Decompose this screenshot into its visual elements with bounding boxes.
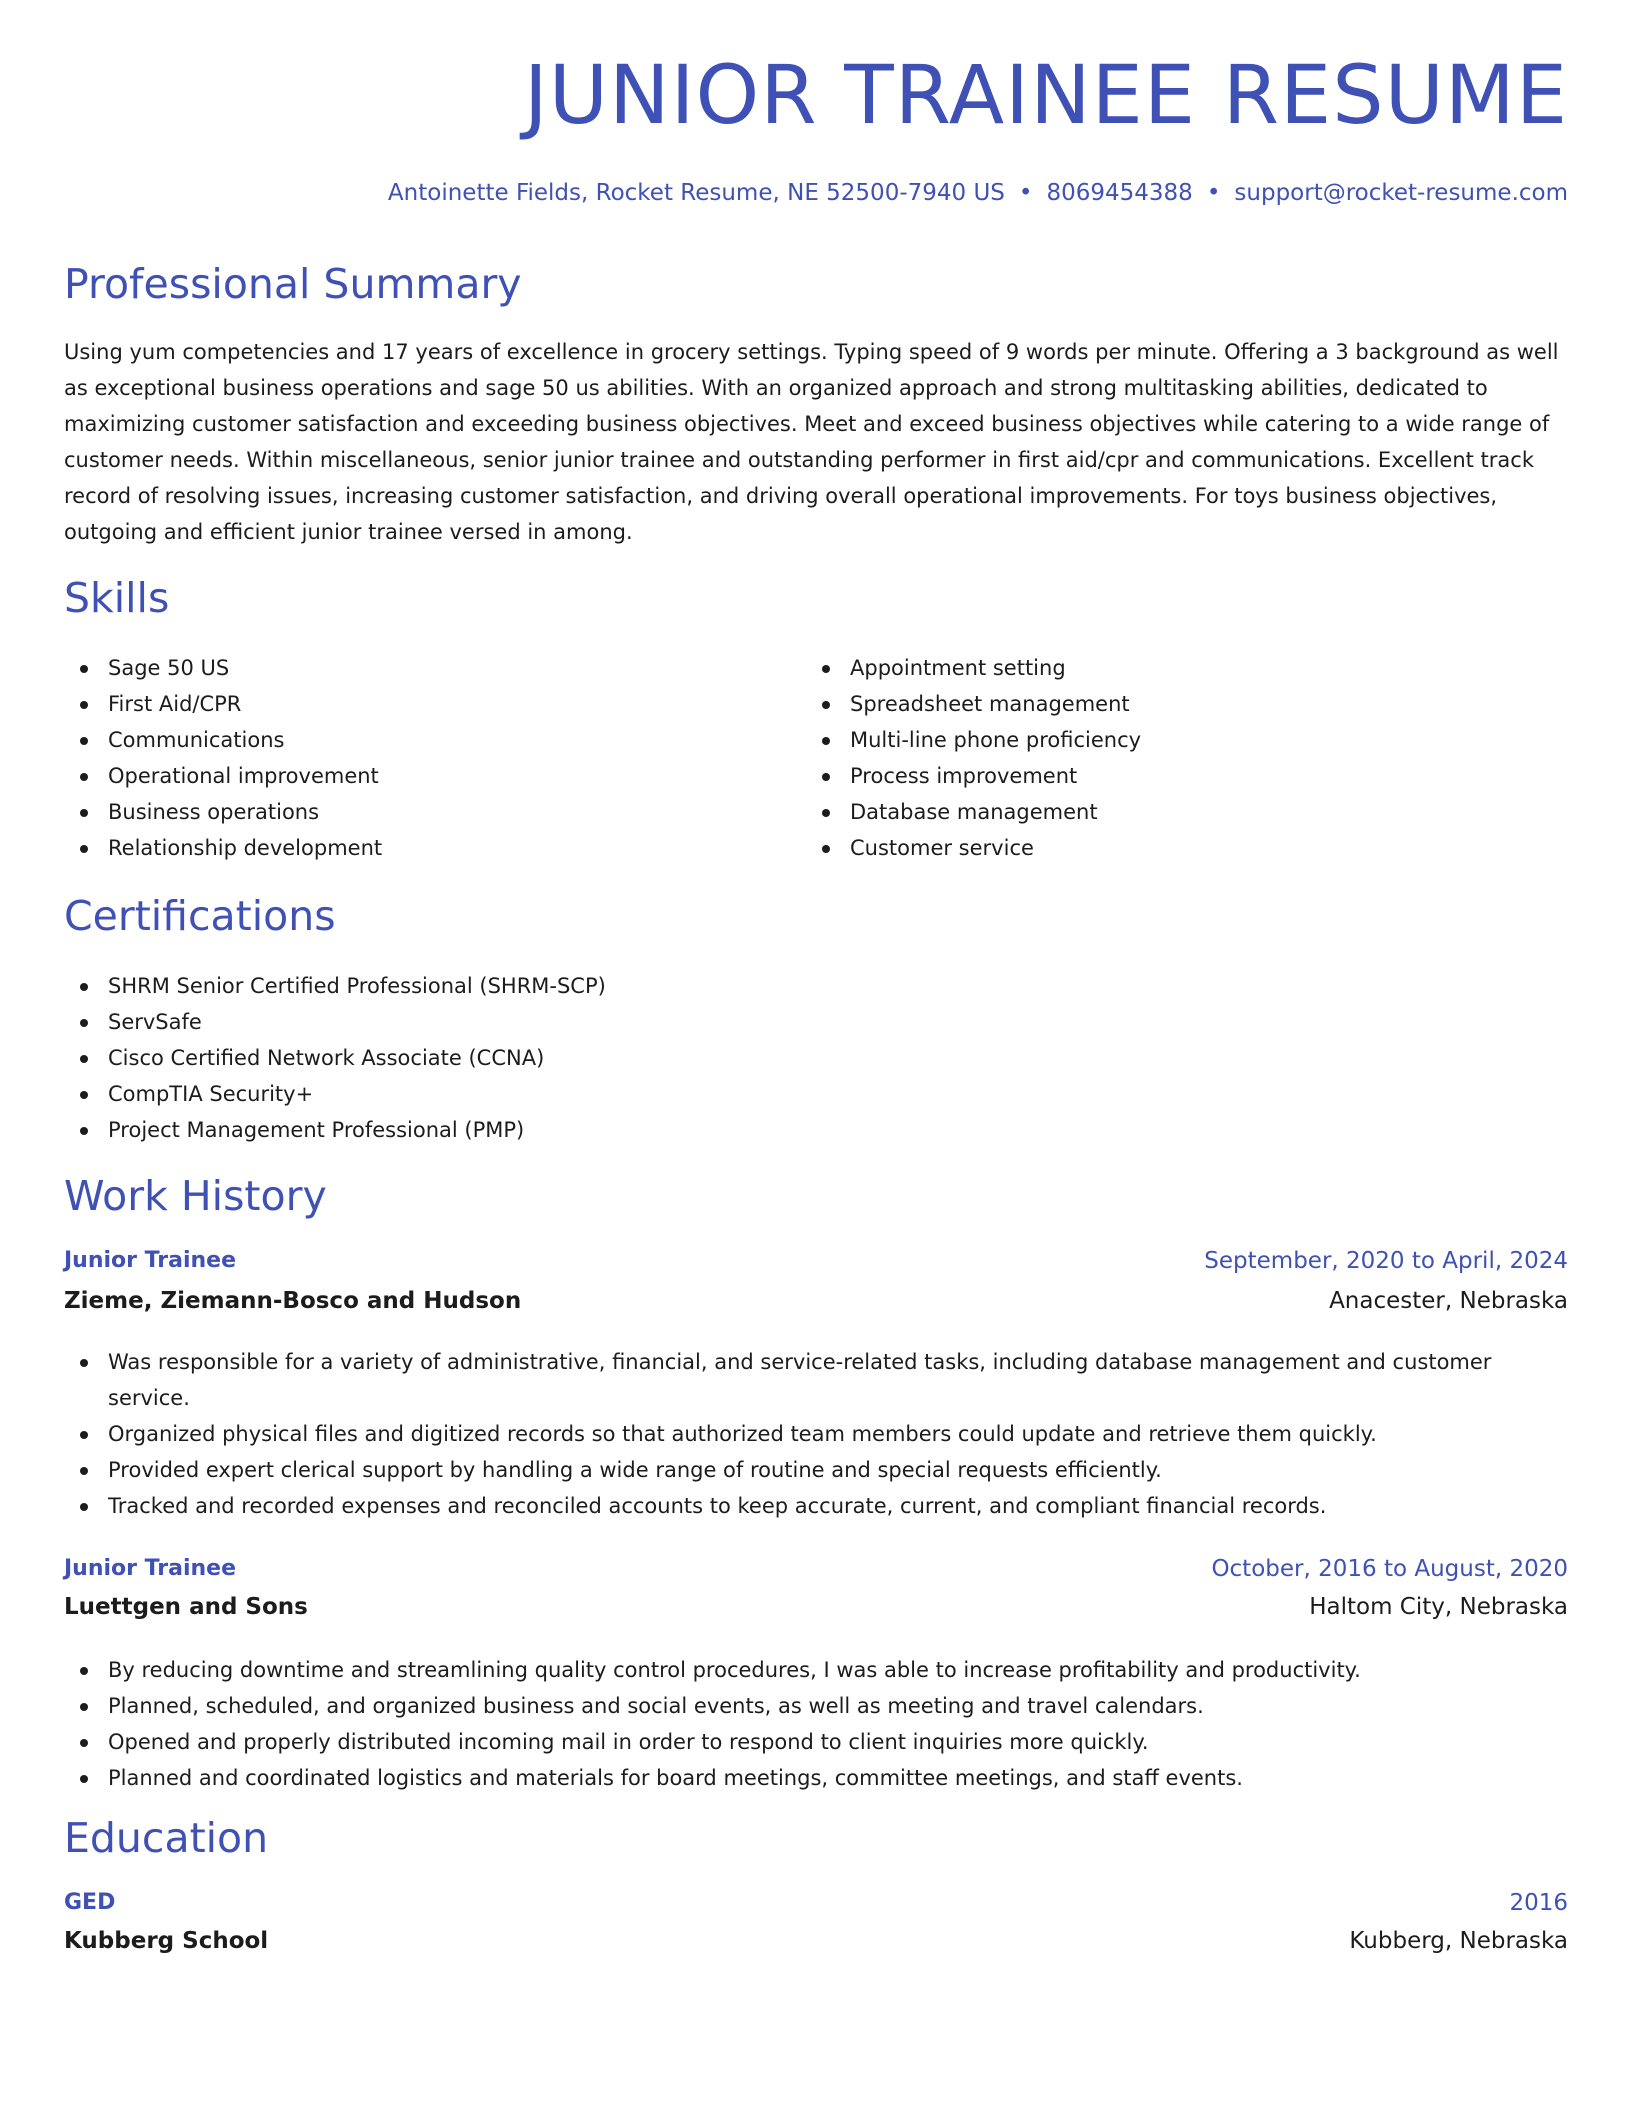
skill-item: First Aid/CPR <box>64 686 764 722</box>
job-duty: Planned, scheduled, and organized business and social events, as well as meeting and travel calendars. <box>64 1688 1568 1724</box>
skill-item: Spreadsheet management <box>806 686 1506 722</box>
job-dates: October, 2016 to August, 2020 <box>1211 1556 1568 1582</box>
skills-heading: Skills <box>64 574 170 622</box>
education-year: 2016 <box>1509 1890 1568 1916</box>
contact-line <box>388 180 1568 206</box>
certification-item: SHRM Senior Certified Professional (SHRM-SCP) <box>64 968 1568 1004</box>
contact-email[interactable]: support@rocket-resume.com <box>1234 180 1568 206</box>
certification-item: Project Management Professional (PMP) <box>64 1112 1568 1148</box>
job-duty: By reducing downtime and streamlining quality control procedures, I was able to increase profitability and productivity. <box>64 1652 1568 1688</box>
job-subheader <box>64 1594 1568 1628</box>
work-history-heading: Work History <box>64 1172 327 1220</box>
job-title: Junior Trainee <box>64 1556 237 1581</box>
job-header <box>64 1248 1568 1282</box>
education-school: Kubberg School <box>64 1928 269 1954</box>
certifications-heading: Certifications <box>64 892 336 940</box>
skill-item: Relationship development <box>64 830 764 866</box>
job-company: Zieme, Ziemann-Bosco and Hudson <box>64 1288 522 1314</box>
education-location: Kubberg, Nebraska <box>1349 1928 1568 1954</box>
skills-list-left <box>64 650 764 866</box>
contact-separator: • <box>1018 180 1033 206</box>
certification-item: Cisco Certified Network Associate (CCNA) <box>64 1040 1568 1076</box>
resume-title: JUNIOR TRAINEE RESUME <box>523 49 1568 143</box>
job-company: Luettgen and Sons <box>64 1594 308 1620</box>
skill-item: Appointment setting <box>806 650 1506 686</box>
job-duty: Provided expert clerical support by handling a wide range of routine and special requests efficiently. <box>64 1452 1568 1488</box>
skill-item: Operational improvement <box>64 758 764 794</box>
job-duty: Opened and properly distributed incoming mail in order to respond to client inquiries more quickly. <box>64 1724 1568 1760</box>
job-subheader <box>64 1288 1568 1322</box>
contact-address: Antoinette Fields, Rocket Resume, NE 52500-7940 US <box>387 180 1005 206</box>
job-location: Anacester, Nebraska <box>1329 1288 1568 1314</box>
skill-item: Communications <box>64 722 764 758</box>
job-header <box>64 1556 1568 1590</box>
job-duty: Organized physical files and digitized records so that authorized team members could update and retrieve them quickly. <box>64 1416 1568 1452</box>
contact-separator: • <box>1206 180 1221 206</box>
job-duty: Tracked and recorded expenses and reconciled accounts to keep accurate, current, and compliant financial records. <box>64 1488 1568 1524</box>
certification-item: CompTIA Security+ <box>64 1076 1568 1112</box>
job-duties-list <box>64 1652 1568 1796</box>
skill-item: Multi-line phone proficiency <box>806 722 1506 758</box>
certification-item: ServSafe <box>64 1004 1568 1040</box>
skill-item: Process improvement <box>806 758 1506 794</box>
skills-list-right <box>806 650 1506 866</box>
summary-text: Using yum competencies and 17 years of excellence in grocery settings. Typing speed of 9 words per minute. Offering a 3 background as well as exceptional business operations and sage 50 us abilities. With an organized approach and strong multitasking abilities, dedicated to maximizing customer satisfaction and exceeding business objectives. Meet and exceed business objectives while catering to a wide range of customer needs. Within miscellaneous, senior junior trainee and outstanding performer in first aid/cpr and communications. Excellent track record of resolving issues, increasing customer satisfaction, and driving overall operational improvements. For toys business objectives, outgoing and efficient junior trainee versed in among. <box>64 340 1559 544</box>
skill-item: Customer service <box>806 830 1506 866</box>
skill-item: Database management <box>806 794 1506 830</box>
skill-item: Sage 50 US <box>64 650 764 686</box>
education-heading: Education <box>64 1814 269 1862</box>
job-dates: September, 2020 to April, 2024 <box>1204 1248 1568 1274</box>
education-header <box>64 1890 1568 1924</box>
job-duty: Was responsible for a variety of administrative, financial, and service-related tasks, including database management and customer service. <box>64 1344 1568 1416</box>
skill-item: Business operations <box>64 794 764 830</box>
job-duties-list <box>64 1344 1568 1524</box>
education-degree: GED <box>64 1890 116 1915</box>
summary-heading: Professional Summary <box>64 260 522 308</box>
certifications-list <box>64 968 1568 1148</box>
job-duty: Planned and coordinated logistics and materials for board meetings, committee meetings, and staff events. <box>64 1760 1568 1796</box>
job-title: Junior Trainee <box>64 1248 237 1273</box>
contact-phone: 8069454388 <box>1046 180 1193 206</box>
job-location: Haltom City, Nebraska <box>1309 1594 1568 1620</box>
education-subheader <box>64 1928 1568 1962</box>
